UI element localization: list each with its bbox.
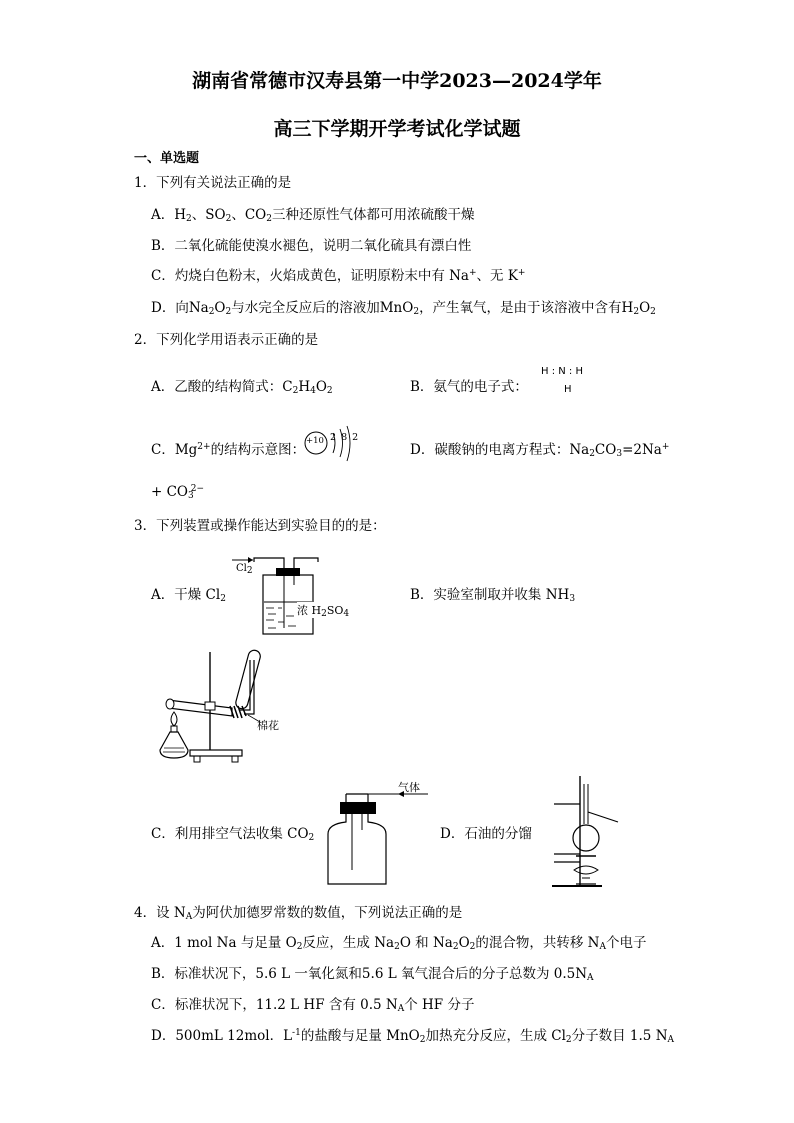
- ammonia-preparation-diagram: [160, 650, 290, 770]
- nucleus-charge: +10: [306, 436, 324, 446]
- q2-option-a: A．乙酸的结构简式：$C_2H_4O_2$: [151, 379, 333, 396]
- q4-option-c: C．标准状况下，11.2 L HF 含有 0.5 $N_A$个 HF 分子: [151, 997, 475, 1014]
- page-title-line1: 湖南省常德市汉寿县第一中学2023—2024学年: [192, 70, 602, 92]
- section-heading: 一、单选题: [134, 151, 200, 166]
- q1-option-d: D．向$Na_2O_2$与水完全反应后的溶液加MnO$_2$，产生氧气，是由于该溶液中含有$H_2O_2$: [151, 300, 656, 317]
- nh3-electron-formula-bottom: H: [564, 384, 572, 395]
- q3-option-c: C．利用排空气法收集 $CO_2$: [151, 826, 315, 843]
- gas-collection-diagram: [318, 778, 438, 890]
- q2-stem: 2．下列化学用语表示正确的是: [134, 332, 319, 348]
- q4-option-d: D．500mL 12mol．$L^{-1}$的盐酸与足量 MnO$_2$加热充分反应，生成 $Cl_2$分子数目 1.5 $N_A$: [151, 1028, 675, 1045]
- q1-option-b: B．二氧化硫能使溴水褪色，说明二氧化硫具有漂白性: [151, 238, 472, 254]
- q3-option-b: B．实验室制取并收集 $NH_3$: [410, 587, 576, 604]
- h2so4-label: 浓 $H_2SO_4$: [297, 604, 350, 619]
- q1-option-a: A．$H_2$、$SO_2$、$CO_2$三种还原性气体都可用浓硫酸干燥: [151, 207, 475, 224]
- q2-option-d-continued: + $CO_3^{2-}$: [151, 484, 205, 501]
- distillation-diagram: [540, 774, 630, 889]
- q2-option-b: B．氨气的电子式：: [410, 379, 528, 395]
- cl2-inlet-label: $Cl_2$: [236, 563, 253, 576]
- page-title-line2: 高三下学期开学考试化学试题: [273, 118, 521, 140]
- q1-option-c: C．灼烧白色粉末，火焰成黄色，证明原粉末中有 Na+、无 K+: [151, 268, 526, 284]
- gas-label: 气体: [398, 781, 420, 794]
- q3-option-d: D．石油的分馏: [440, 826, 532, 842]
- q2-option-d: D．碳酸钠的电离方程式：$Na_2CO_3=2Na^+$: [410, 442, 670, 459]
- q4-option-b: B．标准状况下，5.6 L 一氧化氮和5.6 L 氧气混合后的分子总数为 $0.5N_A$: [151, 966, 594, 983]
- q4-option-a: A．1 mol Na 与足量 $O_2$反应，生成 $Na_2O$ 和 $Na_2O_2$的混合物，共转移 $N_A$个电子: [151, 935, 647, 952]
- q3-option-a: A．干燥 $Cl_2$: [151, 587, 226, 604]
- q2-option-c: C．$Mg^{2+}$的结构示意图：: [151, 442, 306, 458]
- electron-shells: 2 8 2: [330, 432, 360, 443]
- cotton-label: 棉花: [257, 719, 279, 732]
- q1-stem: 1．下列有关说法正确的是: [134, 175, 292, 191]
- nh3-electron-formula: H : N : H: [541, 366, 583, 377]
- q4-stem: 4．设 $N_A$为阿伏加德罗常数的数值，下列说法正确的是: [134, 905, 463, 922]
- q3-stem: 3．下列装置或操作能达到实验目的的是：: [134, 518, 386, 534]
